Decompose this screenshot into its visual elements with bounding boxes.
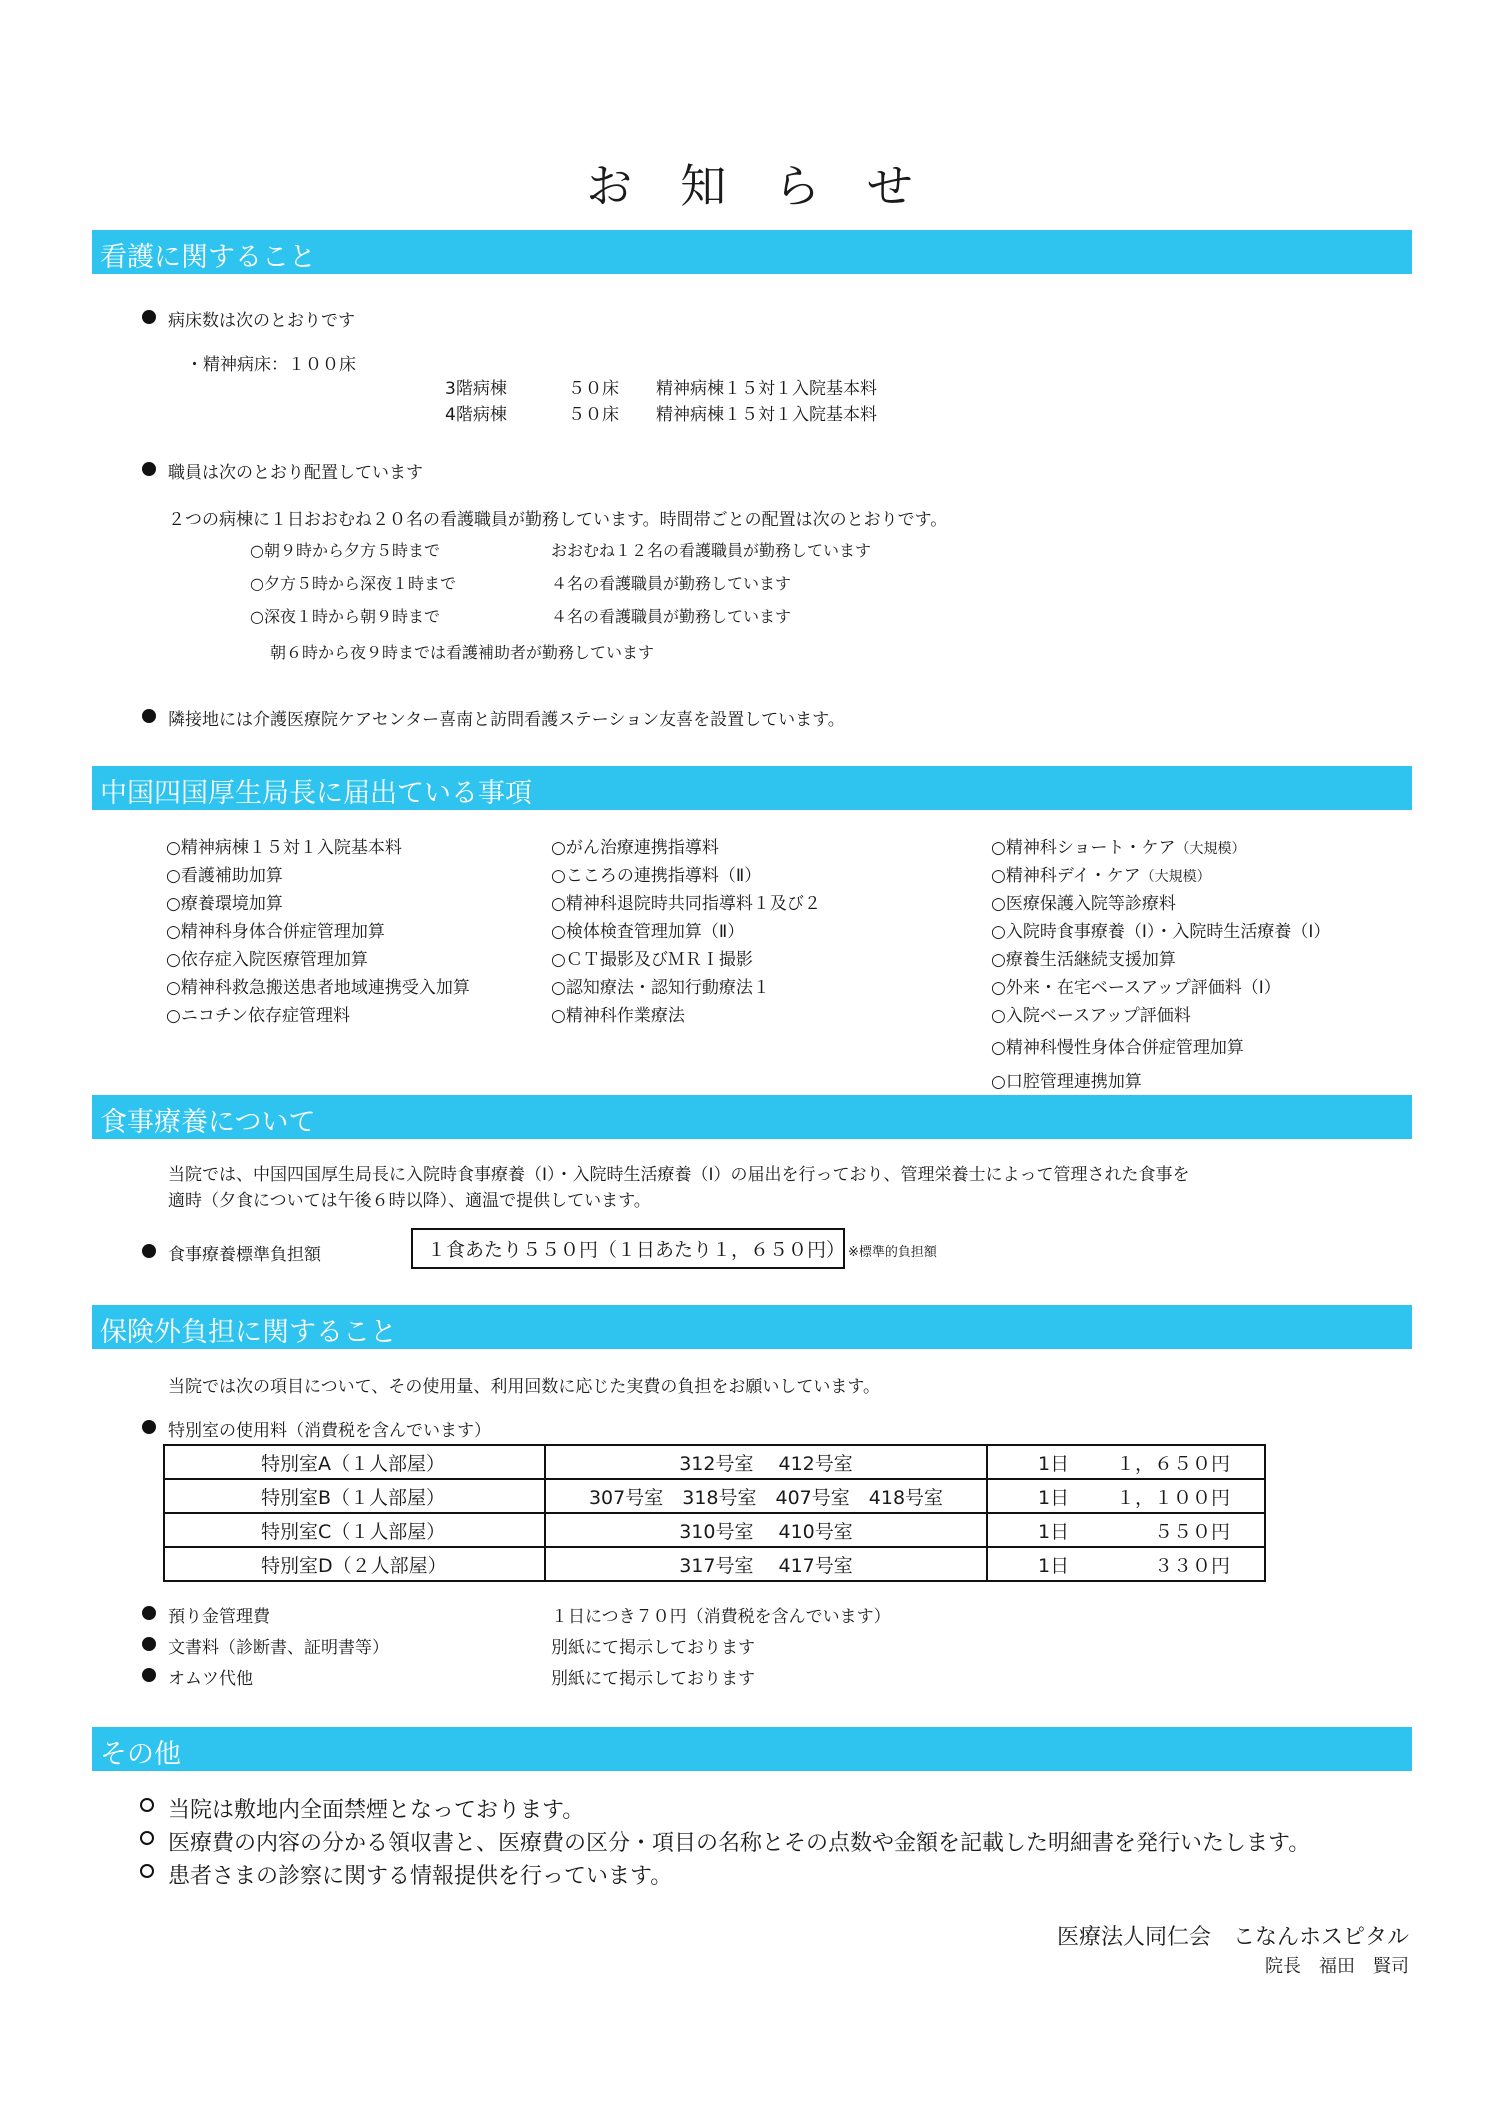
notification-item: ○入院ベースアップ評価料 (991, 1006, 1191, 1026)
page-title: お知らせ (586, 159, 961, 213)
notification-item: ○療養生活継続支援加算 (991, 950, 1176, 970)
notification-item: ○認知療法・認知行動療法１ (551, 978, 770, 998)
shift-staff: おおむね１２名の看護職員が勤務しています (551, 541, 872, 560)
table-row (164, 1445, 1265, 1479)
notification-item: ○精神病棟１５対１入院基本料 (166, 838, 402, 858)
ward-name: 3階病棟 (445, 379, 507, 399)
meal-fee-note: ※標準的負担額 (848, 1245, 937, 1260)
notification-item: ○精神科退院時共同指導料１及び２ (551, 894, 821, 914)
notification-item: ○医療保護入院等診療料 (991, 894, 1176, 914)
meal-fee-label: 食事療養標準負担額 (168, 1240, 321, 1265)
notification-item: ○ニコチン依存症管理料 (166, 1006, 350, 1026)
staff-intro: 職員は次のとおり配置しています (168, 458, 423, 483)
staff-summary: ２つの病棟に１日おおむね２０名の看護職員が勤務しています。時間帯ごとの配置は次のとおりです。 (168, 510, 948, 530)
shift-time: ○朝９時から夕方５時まで (250, 541, 440, 560)
shift-time: ○夕方５時から深夜１時まで (250, 574, 456, 593)
special-rooms-table (163, 1444, 1266, 1582)
room-price-cell: 1日 ３３０円 (987, 1547, 1265, 1581)
notification-item: ○依存症入院医療管理加算 (166, 950, 368, 970)
room-name: 特別室D（２人部屋） (164, 1547, 545, 1581)
room-numbers: 307号室 318号室 407号室 418号室 (545, 1479, 987, 1513)
notification-item: ○精神科デイ・ケア（大規模） (991, 866, 1211, 886)
notification-item: ○精神科ショート・ケア（大規模） (991, 838, 1246, 858)
notification-item: ○看護補助加算 (166, 866, 283, 886)
section-header-notifications: 中国四国厚生局長に届出ている事項 (92, 766, 1412, 810)
notification-item: ○口腔管理連携加算 (991, 1072, 1142, 1092)
section-header-other: その他 (92, 1727, 1412, 1771)
table-row (164, 1479, 1265, 1513)
room-price-cell: 1日 １，６５０円 (987, 1445, 1265, 1479)
room-numbers: 310号室 410号室 (545, 1513, 987, 1547)
meals-description-line-2: 適時（夕食については午後６時以降）、適温で提供しています。 (168, 1191, 651, 1211)
notification-item: ○入院時食事療養（Ⅰ）・入院時生活療養（Ⅰ） (991, 922, 1331, 942)
room-name: 特別室A（１人部屋） (164, 1445, 545, 1479)
room-name: 特別室C（１人部屋） (164, 1513, 545, 1547)
section-header-nursing: 看護に関すること (92, 230, 1412, 274)
notification-item: ○外来・在宅ベースアップ評価料（Ⅰ） (991, 978, 1281, 998)
notification-item: ○精神科慢性身体合併症管理加算 (991, 1038, 1244, 1058)
extra-item-label: 文書料（診断書、証明書等） (168, 1633, 389, 1658)
shift-staff: ４名の看護職員が勤務しています (551, 574, 792, 593)
ward-fee: 精神病棟１５対１入院基本料 (656, 379, 877, 399)
notification-item: ○精神科身体合併症管理加算 (166, 922, 385, 942)
extra-item-value: 別紙にて掲示しております (551, 1669, 755, 1689)
beds-total: ・精神病床：１００床 (186, 355, 356, 375)
other-item: 医療費の内容の分かる領収書と、医療費の区分・項目の名称とその点数や金額を記載した明細書を発行いたします。 (168, 1826, 1310, 1857)
section-header-extra-costs: 保険外負担に関すること (92, 1305, 1412, 1349)
meals-description-line-1: 当院では、中国四国厚生局長に入院時食事療養（Ⅰ）・入院時生活療養（Ⅰ）の届出を行っており、管理栄養士によって管理された食事を (168, 1165, 1190, 1185)
signature-organization: 医療法人同仁会 こなんホスピタル (1056, 1925, 1409, 1950)
adjacent-facilities: 隣接地には介護医療院ケアセンター喜南と訪問看護ステーション友喜を設置しています。 (168, 705, 845, 730)
notification-item: ○検体検査管理加算（Ⅱ） (551, 922, 745, 942)
beds-intro: 病床数は次のとおりです (168, 306, 355, 331)
room-numbers: 312号室 412号室 (545, 1445, 987, 1479)
room-price-cell: 1日 ５５０円 (987, 1513, 1265, 1547)
rooms-label: 特別室の使用料（消費税を含んでいます） (168, 1416, 491, 1441)
extra-item-value: 別紙にて掲示しております (551, 1638, 755, 1658)
ward-beds: ５０床 (568, 405, 619, 425)
assistant-note: 朝６時から夜９時までは看護補助者が勤務しています (270, 643, 655, 662)
extra-item-label: オムツ代他 (168, 1664, 253, 1689)
notification-item: ○精神科救急搬送患者地域連携受入加算 (166, 978, 470, 998)
notification-item: ○こころの連携指導料（Ⅱ） (551, 866, 762, 886)
extra-costs-intro: 当院では次の項目について、その使用量、利用回数に応じた実費の負担をお願いしています。 (168, 1377, 880, 1397)
ward-name: 4階病棟 (445, 405, 507, 425)
shift-time: ○深夜１時から朝９時まで (250, 607, 440, 626)
section-header-meals: 食事療養について (92, 1095, 1412, 1139)
notification-item: ○精神科作業療法 (551, 1006, 685, 1026)
ward-fee: 精神病棟１５対１入院基本料 (656, 405, 877, 425)
extra-item-label: 預り金管理費 (168, 1602, 270, 1627)
extra-item-value: １日につき７０円（消費税を含んでいます） (551, 1607, 891, 1627)
notification-item: ○がん治療連携指導料 (551, 838, 719, 858)
signature-director: 院長 福田 賢司 (1265, 1956, 1409, 1977)
other-item: 当院は敷地内全面禁煙となっております。 (168, 1793, 584, 1824)
meal-fee-value: １食あたり５５０円（１日あたり１，６５０円） (411, 1228, 845, 1269)
notification-item: ○ＣＴ撮影及びＭＲＩ撮影 (551, 950, 753, 970)
room-price-cell: 1日 １，１００円 (987, 1479, 1265, 1513)
notification-item: ○療養環境加算 (166, 894, 283, 914)
table-row (164, 1547, 1265, 1581)
room-numbers: 317号室 417号室 (545, 1547, 987, 1581)
room-name: 特別室B（１人部屋） (164, 1479, 545, 1513)
ward-beds: ５０床 (568, 379, 619, 399)
other-item: 患者さまの診察に関する情報提供を行っています。 (168, 1859, 672, 1890)
shift-staff: ４名の看護職員が勤務しています (551, 607, 792, 626)
table-row (164, 1513, 1265, 1547)
